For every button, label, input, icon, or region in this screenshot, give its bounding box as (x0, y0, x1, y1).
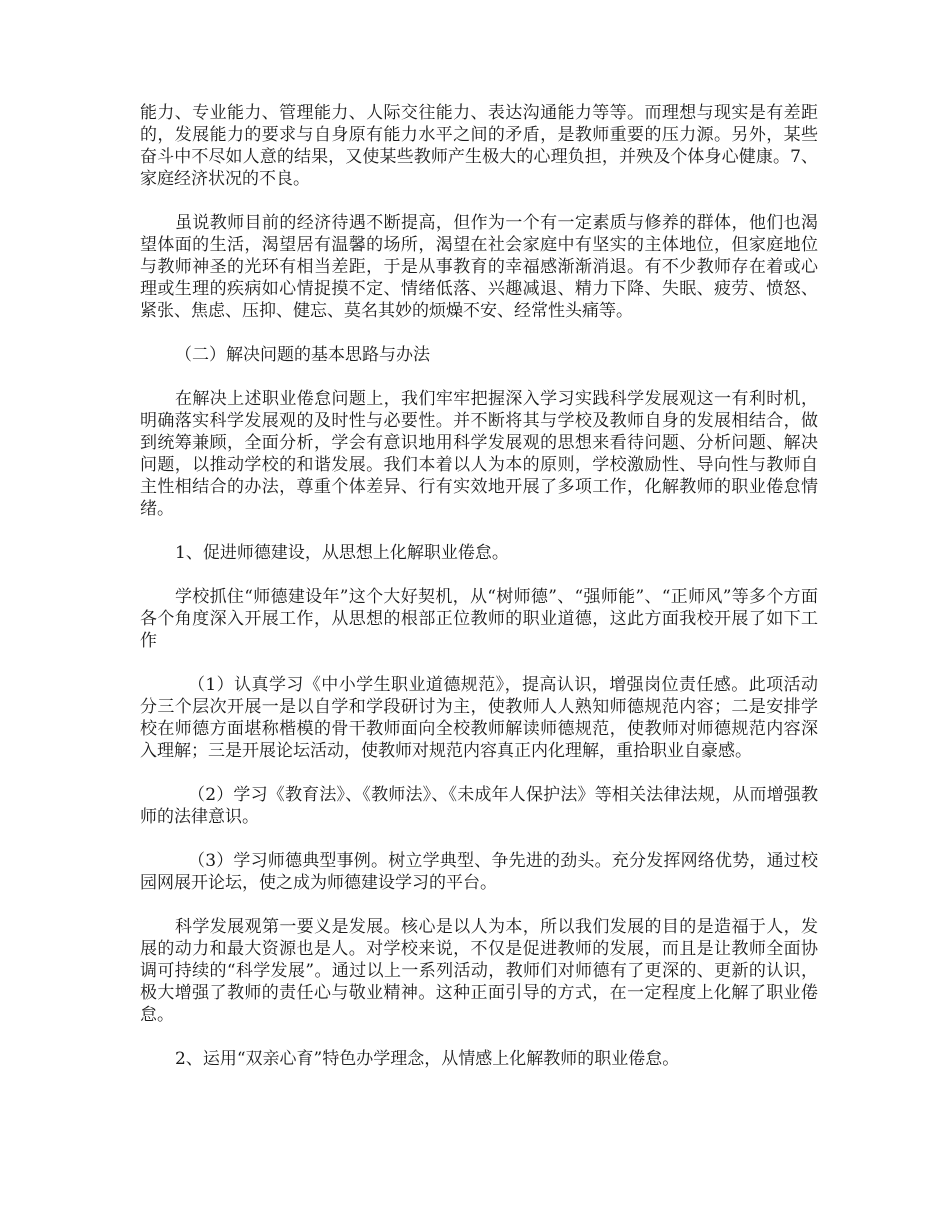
list-item-study-laws: （2）学习《教育法》、《教师法》、《未成年人保护法》等相关法律法规，从而增强教师的法律意识。 (140, 785, 818, 827)
list-item-study-examples: （3）学习师德典型事例。树立学典型、争先进的劲头。充分发挥网络优势，通过校园网展开论坛，使之成为师德建设学习的平台。 (140, 851, 818, 893)
document-page (140, 102, 818, 1092)
paragraph-ethics-year: 学校抓住“师德建设年”这个大好契机，从“树师德”、“强师能”、“正师风”等多个方面各个角度深入开展工作，从思想的根部正位教师的职业道德，这此方面我校开展了如下工作 (140, 587, 818, 651)
section-heading-solutions: （二）解决问题的基本思路与办法 (175, 345, 430, 365)
paragraph-continuation: 能力、专业能力、管理能力、人际交往能力、表达沟通能力等等。而理想与现实是有差距的，发展能力的要求与自身原有能力水平之间的矛盾，是教师重要的压力源。另外，某些奋斗中不尽如人意的结果，又使某些教师产生极大的心理负担，并殃及个体身心健康。7、家庭经济状况的不良。 (140, 103, 818, 189)
paragraph-approach: 在解决上述职业倦怠问题上，我们牢牢把握深入学习实践科学发展观这一有利时机，明确落实科学发展观的及时性与必要性。并不断将其与学校及教师自身的发展相结合，做到统筹兼顾，全面分析，学会有意识地用科学发展观的思想来看待问题、分析问题、解决问题，以推动学校的和谐发展。我们本着以人为本的原则，学校激励性、导向性与教师自主性相结合的办法，尊重个体差异、行有实效地开展了多项工作，化解教师的职业倦怠情绪。 (140, 389, 818, 519)
paragraph-economic-status: 虽说教师目前的经济待遇不断提高，但作为一个有一定素质与修养的群体，他们也渴望体面的生活，渴望居有温馨的场所，渴望在社会家庭中有坚实的主体地位，但家庭地位与教师神圣的光环有相当差距，于是从事教育的幸福感渐渐消退。有不少教师存在着或心理或生理的疾病如心情捉摸不定、情绪低落、兴趣减退、精力下降、失眠、疲劳、愤怒、紧张、焦虑、压抑、健忘、莫名其妙的烦燥不安、经常性头痛等。 (140, 213, 818, 321)
subheading-ethics-building: 1、促进师德建设，从思想上化解职业倦怠。 (175, 543, 509, 563)
list-item-study-code: （1）认真学习《中小学生职业道德规范》，提高认识，增强岗位责任感。此项活动分三个层次开展一是以自学和学段研讨为主，使教师人人熟知师德规范内容；二是安排学校在师德方面堪称楷模的骨干教师面向全校教师解读师德规范，使教师对师德规范内容深入理解；三是开展论坛活动，使教师对规范内容真正内化理解，重拾职业自豪感。 (140, 675, 818, 761)
paragraph-scientific-development: 科学发展观第一要义是发展。核心是以人为本，所以我们发展的目的是造福于人，发展的动力和最大资源也是人。对学校来说，不仅是促进教师的发展，而且是让教师全面协调可持续的“科学发展”。通过以上一系列活动，教师们对师德有了更深的、更新的认识，极大增强了教师的责任心与敬业精神。这种正面引导的方式，在一定程度上化解了职业倦怠。 (140, 917, 818, 1025)
subheading-dual-parent: 2、运用“双亲心育”特色办学理念，从情感上化解教师的职业倦怠。 (175, 1049, 680, 1069)
